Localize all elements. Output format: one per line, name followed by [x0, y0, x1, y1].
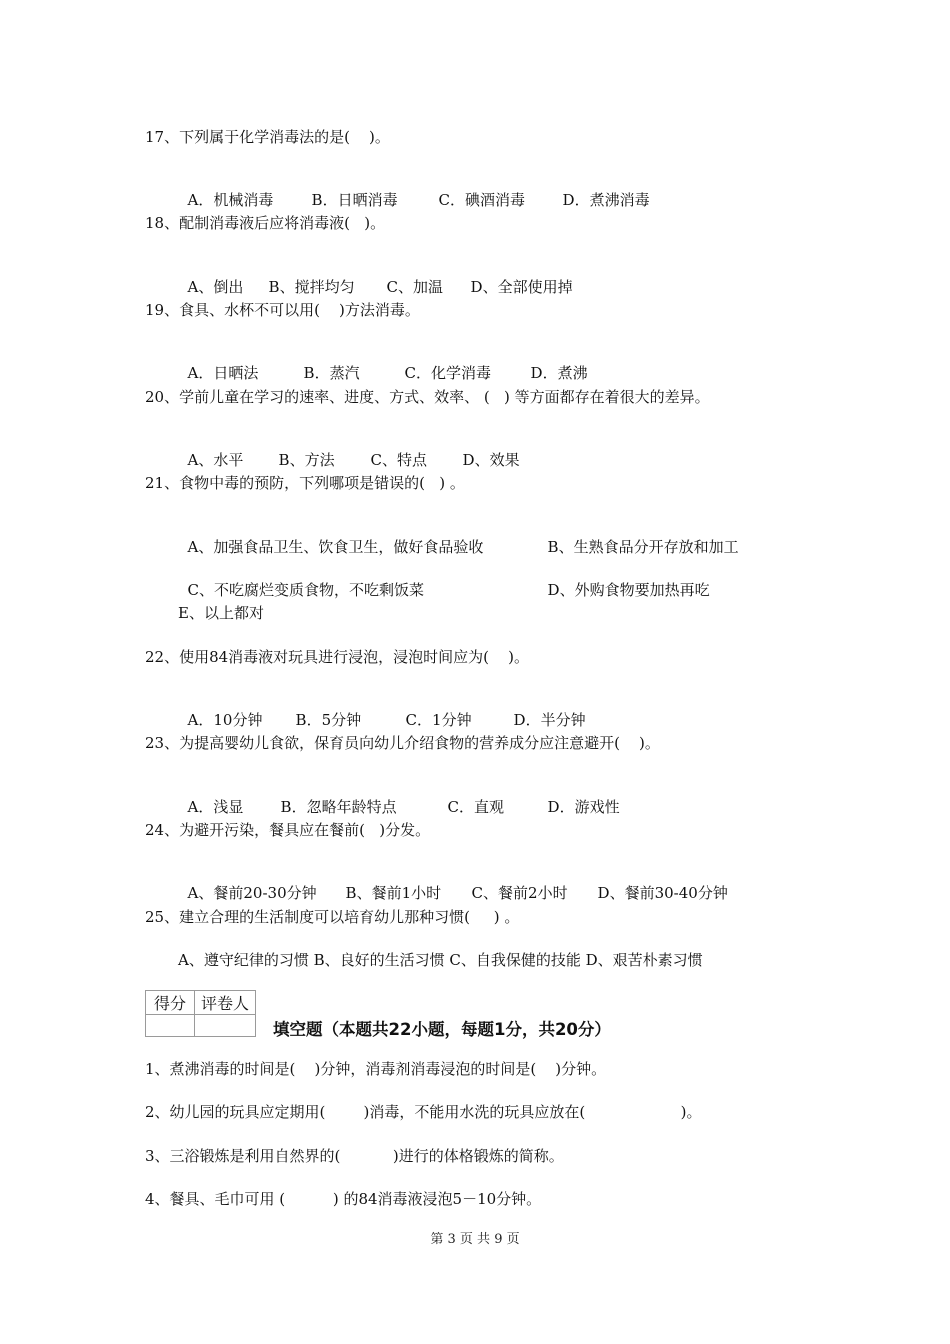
question-23: 23、为提高婴幼儿食欲，保育员向幼儿介绍食物的营养成分应注意避开( )。: [145, 734, 660, 752]
grader-cell[interactable]: [195, 1015, 256, 1037]
option-d: D．半分钟: [513, 711, 586, 729]
grader-header: 评卷人: [195, 991, 256, 1015]
question-21-options-row2: [178, 560, 710, 600]
fill-blank-4: 4、餐具、毛巾可用 ( ) 的84消毒液浸泡5－10分钟。: [145, 1190, 542, 1208]
question-21-options-row1: [178, 517, 739, 557]
option-b: B．蒸汽: [303, 364, 360, 382]
option-b: B、搅拌均匀: [268, 278, 355, 296]
question-22: 22、使用84消毒液对玩具进行浸泡，浸泡时间应为( )。: [145, 648, 529, 666]
option-b: B．日晒消毒: [311, 191, 398, 209]
fill-blank-1: 1、煮沸消毒的时间是( )分钟，消毒剂消毒浸泡的时间是( )分钟。: [145, 1060, 607, 1078]
question-24: 24、为避开污染，餐具应在餐前( )分发。: [145, 821, 431, 839]
option-c: C．碘酒消毒: [438, 191, 526, 209]
question-20-options: [178, 430, 520, 470]
fill-blank-2: 2、幼儿园的玩具应定期用( )消毒，不能用水洗的玩具应放在( )。: [145, 1103, 702, 1121]
option-d: D、效果: [462, 451, 520, 469]
question-21: 21、食物中毒的预防，下列哪项是错误的( ) 。: [145, 474, 465, 492]
option-d: D．煮沸: [530, 364, 588, 382]
option-a: A．机械消毒: [187, 191, 274, 209]
question-18-options: [178, 257, 573, 297]
option-d: D、外购食物要加热再吃: [547, 581, 710, 599]
question-24-options: [178, 863, 728, 903]
option-c: C、不吃腐烂变质食物，不吃剩饭菜: [187, 581, 425, 599]
option-a: A、加强食品卫生、饮食卫生，做好食品验收: [187, 538, 484, 556]
option-a: A、餐前20-30分钟: [187, 884, 317, 902]
question-20: 20、学前儿童在学习的速率、进度、方式、效率、 ( ) 等方面都存在着很大的差异。: [145, 388, 710, 406]
score-cell[interactable]: [146, 1015, 195, 1037]
option-c: C、加温: [386, 278, 444, 296]
option-d: D、全部使用掉: [470, 278, 573, 296]
option-a: A、倒出: [187, 278, 244, 296]
question-25: 25、建立合理的生活制度可以培育幼儿那种习惯( ) 。: [145, 908, 520, 926]
option-c: C．1分钟: [405, 711, 472, 729]
option-b: B．5分钟: [295, 711, 362, 729]
option-d: D．游戏性: [547, 798, 620, 816]
option-b: B．忽略年龄特点: [280, 798, 397, 816]
question-23-options: [178, 777, 620, 817]
question-17: 17、下列属于化学消毒法的是( )。: [145, 128, 390, 146]
option-b: B、生熟食品分开存放和加工: [547, 538, 739, 556]
question-19: 19、食具、水杯不可以用( )方法消毒。: [145, 301, 420, 319]
question-18: 18、配制消毒液后应将消毒液( )。: [145, 214, 386, 232]
option-e: E、以上都对: [178, 604, 264, 622]
question-17-options: [178, 170, 650, 210]
option-b: B、方法: [278, 451, 335, 469]
fill-blank-3: 3、三浴锻炼是利用自然界的( )进行的体格锻炼的简称。: [145, 1147, 564, 1165]
score-header: 得分: [146, 991, 195, 1015]
question-22-options: [178, 690, 586, 730]
option-a: A．10分钟: [187, 711, 263, 729]
option-c: C、特点: [370, 451, 428, 469]
option-c: C、餐前2小时: [471, 884, 568, 902]
page-footer: 第 3 页 共 9 页: [430, 1232, 520, 1247]
option-a: A．日晒法: [187, 364, 259, 382]
option-a: A、水平: [187, 451, 244, 469]
question-25-options: A、遵守纪律的习惯 B、良好的生活习惯 C、自我保健的技能 D、艰苦朴素习惯: [178, 951, 703, 969]
option-a: A．浅显: [187, 798, 244, 816]
option-c: C．化学消毒: [404, 364, 492, 382]
option-b: B、餐前1小时: [345, 884, 442, 902]
option-d: D、餐前30-40分钟: [597, 884, 728, 902]
question-19-options: [178, 343, 588, 383]
option-d: D．煮沸消毒: [562, 191, 650, 209]
section-title: 填空题（本题共22小题，每题1分，共20分）: [273, 1020, 611, 1039]
score-table: [145, 990, 256, 1037]
option-c: C．直观: [447, 798, 505, 816]
